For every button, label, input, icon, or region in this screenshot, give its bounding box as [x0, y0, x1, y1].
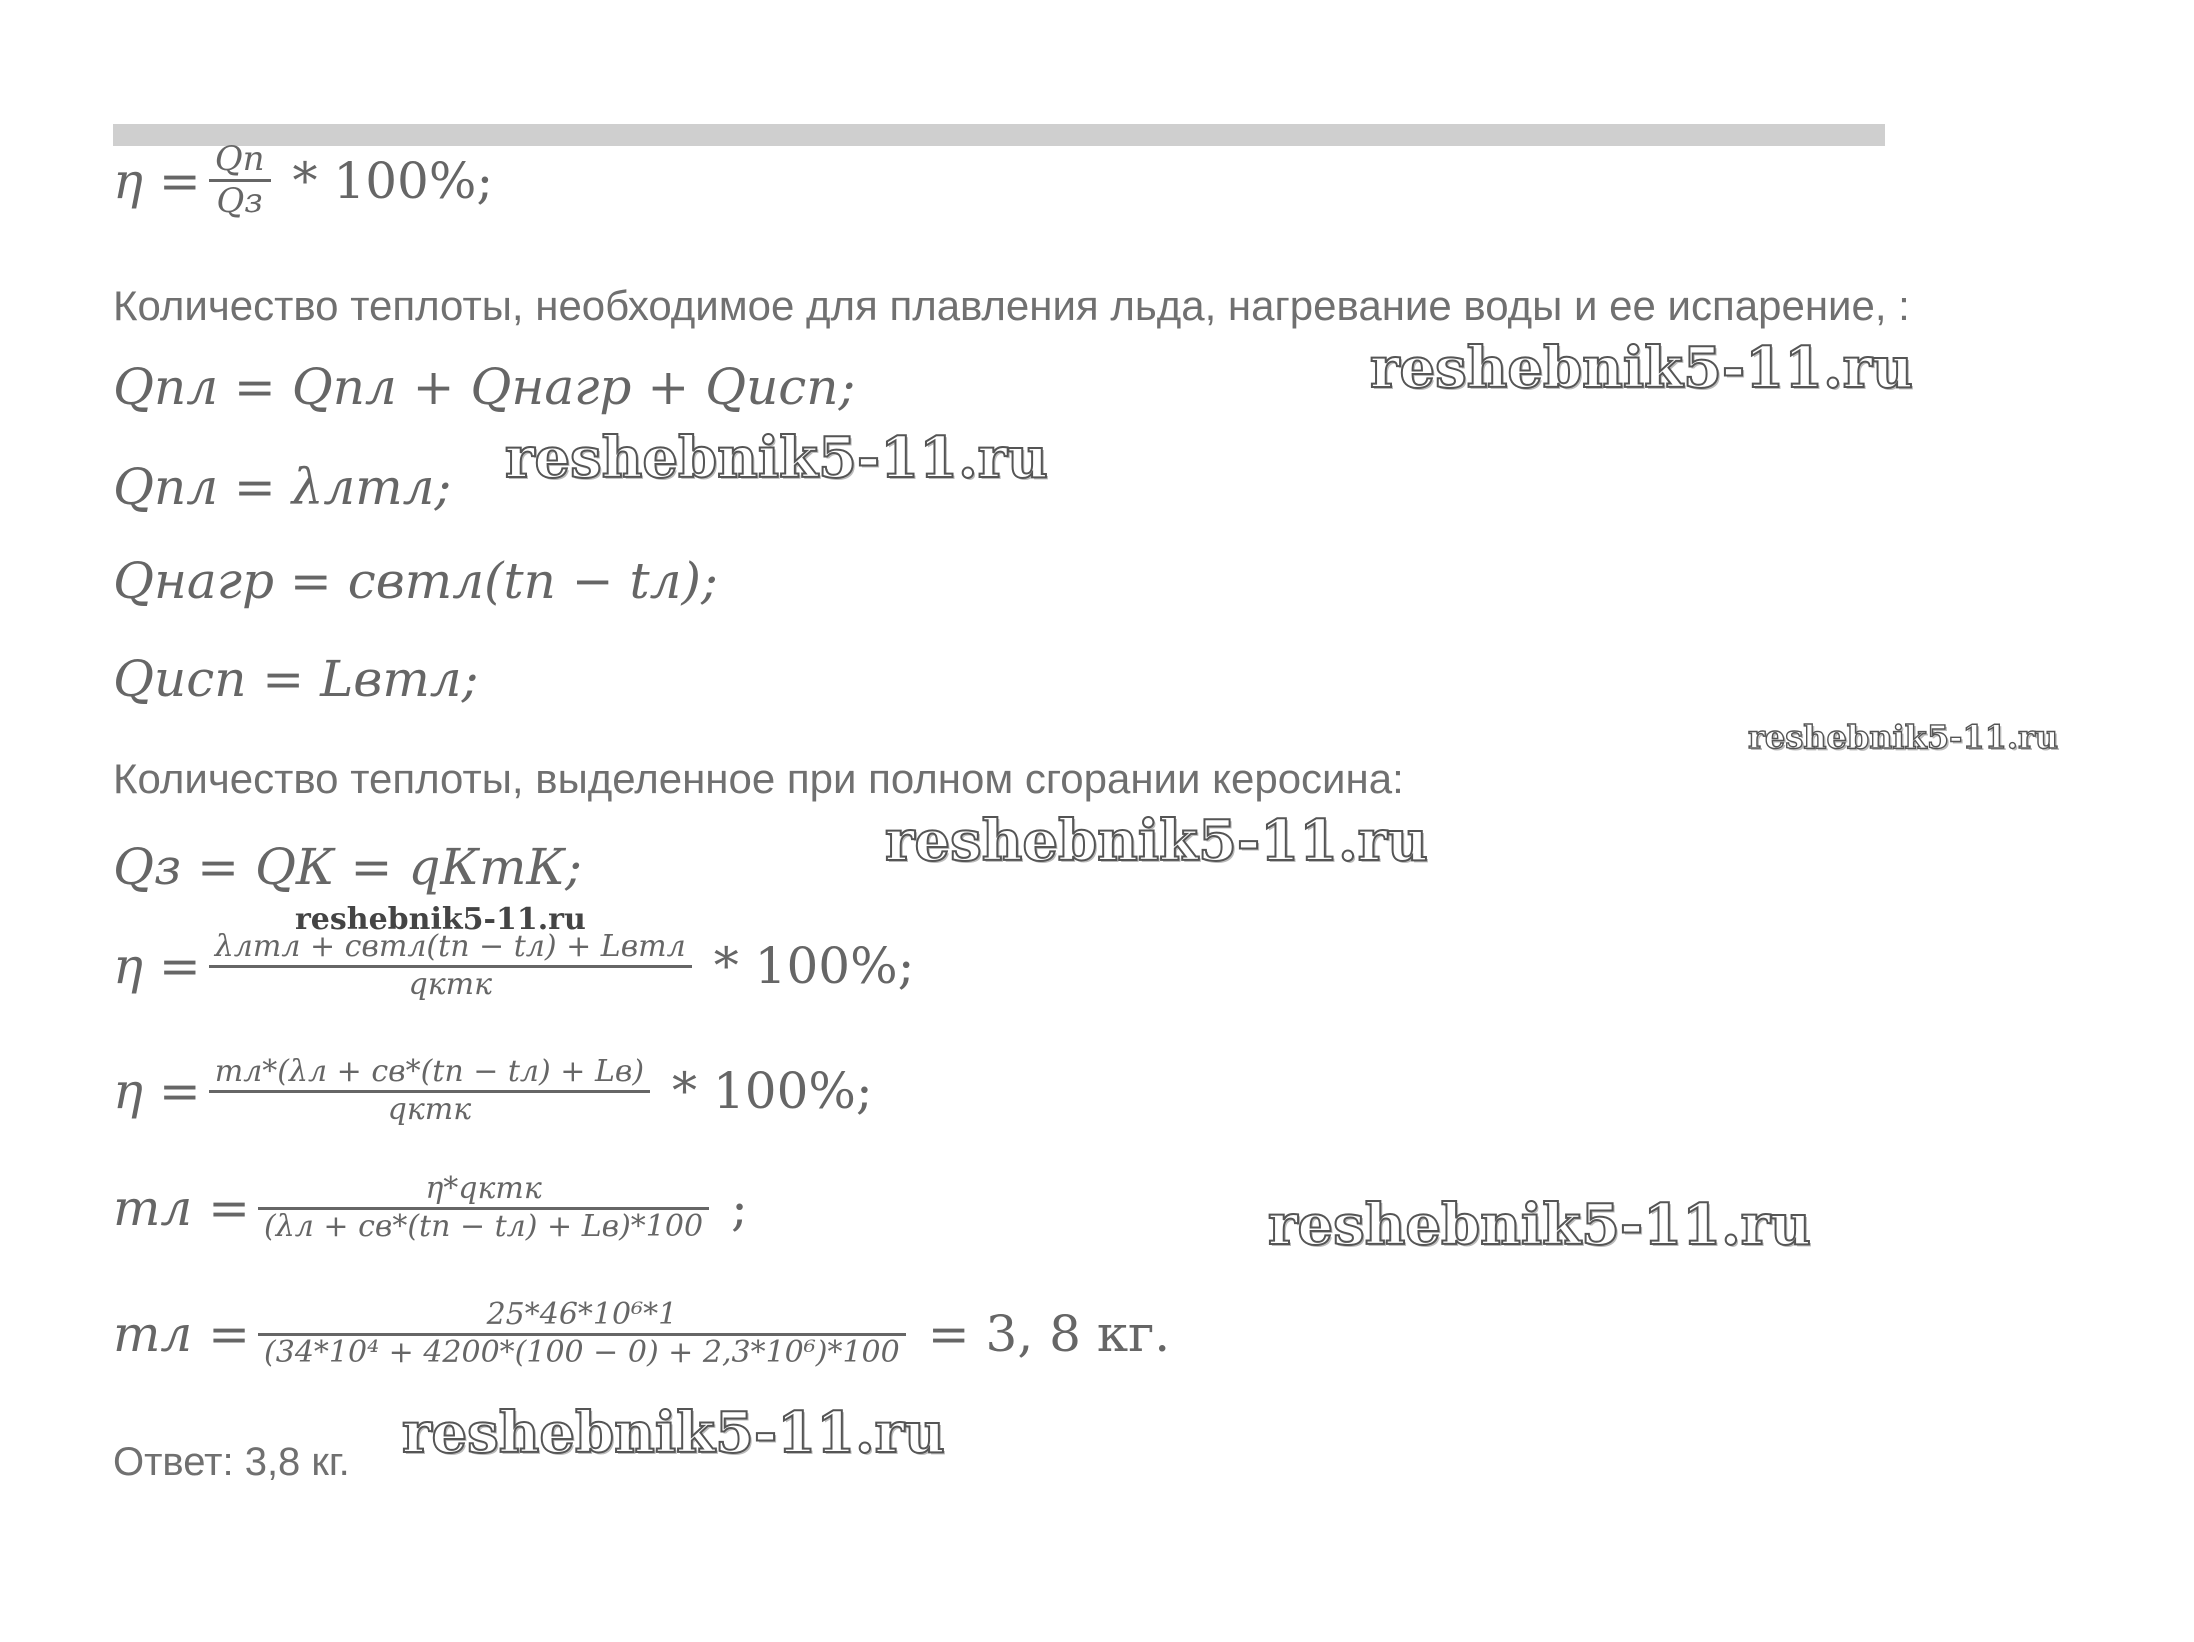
formula-q-heat: Qнагр = cвmл(tп − tл); [113, 552, 718, 610]
formula-mass-value [113, 1298, 1170, 1370]
formula-mass [113, 1172, 748, 1244]
formula-q-total: Qпл = Qпл + Qнагр + Qисп; [113, 358, 856, 416]
formula-tail: * 100%; [713, 937, 915, 995]
text-heat-needed: Количество теплоты, необходимое для плавления льда, нагревание воды и ее испарение, : [113, 282, 1910, 329]
watermark: reshebnik5-11.ru [295, 902, 586, 937]
fraction-numerator: Qп [214, 139, 265, 179]
fraction [258, 1298, 906, 1370]
fraction-numerator: λлmл + cвmл(tп − tл) + Lвmл [214, 929, 686, 964]
fraction-denominator: (34*10⁴ + 4200*(100 − 0) + 2,3*10⁶)*100 [264, 1334, 900, 1370]
watermark: reshebnik5-11.ru [505, 425, 1048, 491]
text-heat-released: Количество теплоты, выделенное при полном сгорании керосина: [113, 755, 1404, 802]
formula-lhs: mл = [113, 1305, 251, 1363]
formula-q-fuel: Qз = QК = qКmК; [113, 838, 582, 896]
formula-tail: * 100%; [292, 151, 494, 210]
fraction-denominator: qкmк [387, 1091, 472, 1127]
formula-lhs: η = [113, 937, 201, 995]
watermark: reshebnik5-11.ru [402, 1400, 945, 1466]
fraction-numerator: η*qкmк [425, 1171, 542, 1206]
fraction-numerator: 25*46*10⁶*1 [486, 1297, 678, 1332]
answer-text: Ответ: 3,8 кг. [113, 1440, 350, 1484]
fraction-numerator: mл*(λл + cв*(tп − tл) + Lв) [214, 1054, 645, 1089]
watermark: reshebnik5-11.ru [1370, 335, 1913, 401]
formula-lhs: η = [113, 1062, 201, 1120]
fraction [209, 930, 692, 1002]
fraction [209, 1055, 650, 1127]
fraction-denominator: qкmк [408, 966, 492, 1002]
formula-lhs: mл = [113, 1179, 251, 1237]
fraction [258, 1172, 709, 1244]
formula-tail: * 100%; [672, 1062, 873, 1120]
watermark: reshebnik5-11.ru [885, 808, 1428, 874]
formula-eta-factored [113, 1055, 873, 1127]
formula-lhs: η = [113, 151, 201, 210]
watermark: reshebnik5-11.ru [1748, 718, 2059, 756]
formula-tail: ; [731, 1179, 748, 1237]
fraction-denominator: (λл + cв*(tп − tл) + Lв)*100 [264, 1208, 704, 1244]
formula-eta-expanded [113, 930, 914, 1002]
formula-tail: = 3, 8 кг. [927, 1305, 1171, 1363]
formula-eta-definition [113, 140, 493, 221]
fraction [209, 140, 271, 221]
fraction-denominator: Qз [216, 181, 263, 222]
formula-q-evap: Qисп = Lвmл; [113, 650, 479, 708]
watermark: reshebnik5-11.ru [1268, 1192, 1811, 1258]
formula-q-melt: Qпл = λлmл; [113, 458, 452, 516]
